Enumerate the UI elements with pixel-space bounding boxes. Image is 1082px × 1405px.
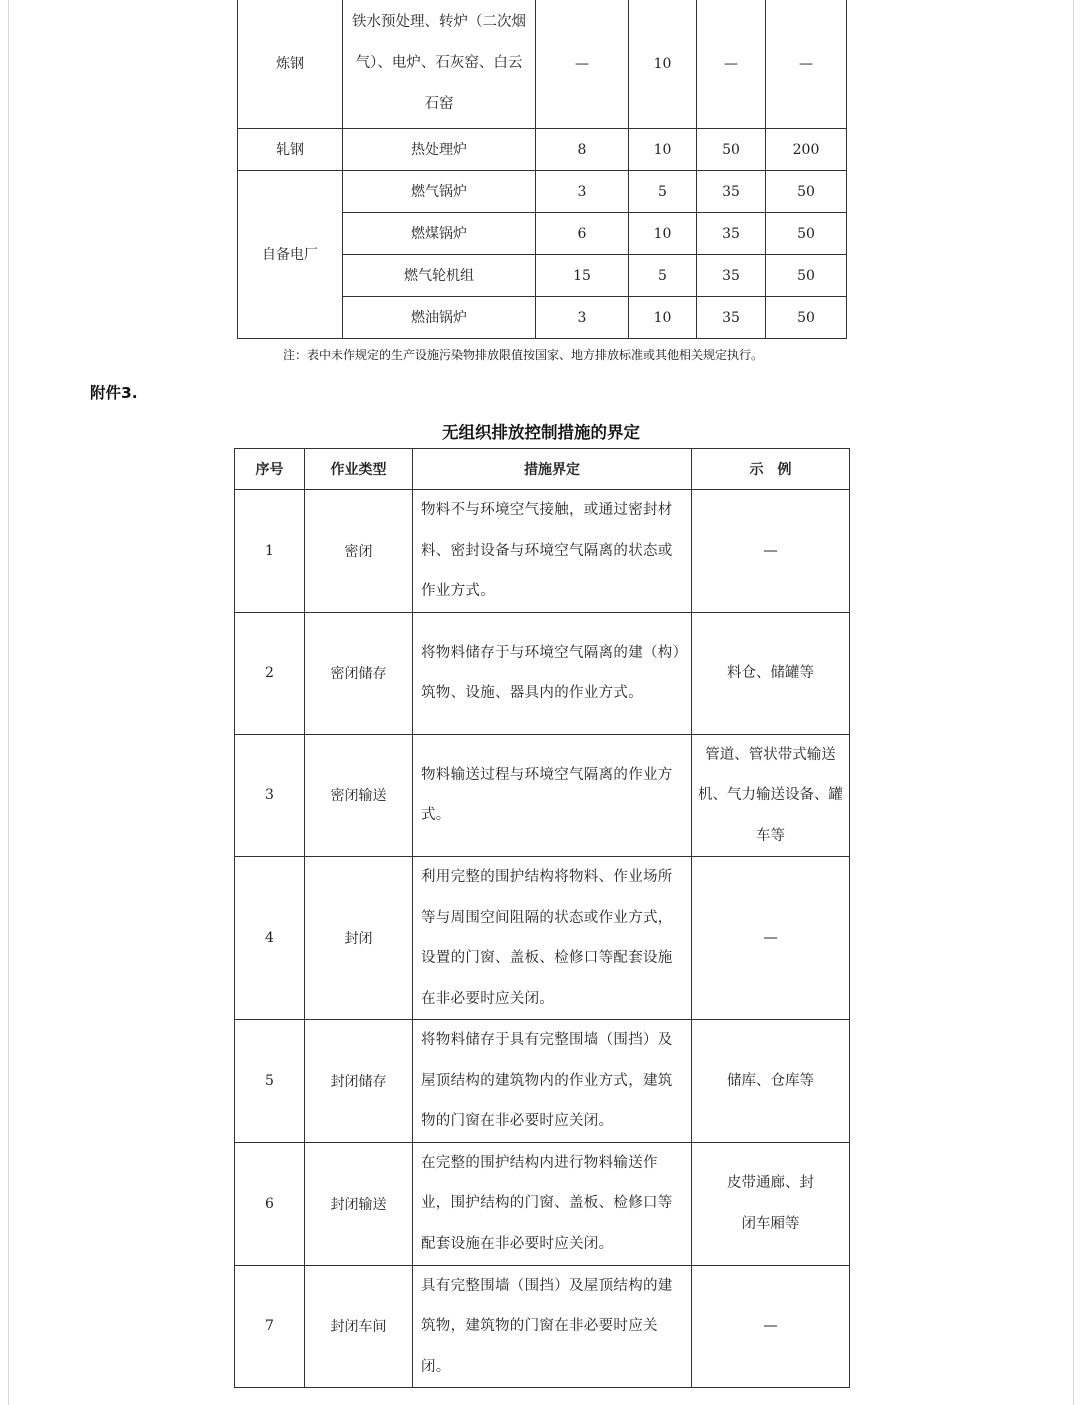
measure-definition: 将物料储存于与环境空气隔离的建（构）筑物、设施、器具内的作业方式。 <box>413 612 692 734</box>
value-cell: 35 <box>697 213 766 255</box>
value-cell: 10 <box>629 0 697 129</box>
group-cell: 自备电厂 <box>238 171 343 339</box>
value-cell: — <box>766 0 847 129</box>
value-cell: 10 <box>629 213 697 255</box>
operation-type: 密闭储存 <box>305 612 413 734</box>
emission-limit-table <box>237 0 847 339</box>
measure-definition: 将物料储存于具有完整围墙（围挡）及屋顶结构的建筑物内的作业方式，建筑物的门窗在非必要时应关闭。 <box>413 1020 692 1143</box>
row-number: 4 <box>235 857 305 1020</box>
column-header: 措施界定 <box>413 449 692 490</box>
measure-definition: 物料不与环境空气接触，或通过密封材料、密封设备与环境空气隔离的状态或作业方式。 <box>413 490 692 613</box>
example-cell: 管道、管状带式输送机、气力输送设备、罐车等 <box>692 734 850 857</box>
value-cell: 50 <box>766 213 847 255</box>
operation-type: 密闭 <box>305 490 413 613</box>
group-cell: 炼钢 <box>238 0 343 129</box>
column-header: 作业类型 <box>305 449 413 490</box>
process-cell: 燃气轮机组 <box>343 255 536 297</box>
value-cell: 3 <box>536 171 629 213</box>
value-cell: 35 <box>697 297 766 339</box>
operation-type: 密闭输送 <box>305 734 413 857</box>
measure-definition: 物料输送过程与环境空气隔离的作业方式。 <box>413 734 692 857</box>
example-cell: — <box>692 857 850 1020</box>
value-cell: 15 <box>536 255 629 297</box>
table-row <box>235 490 850 613</box>
value-cell: 10 <box>629 129 697 171</box>
example-cell: — <box>692 1265 850 1388</box>
table-row <box>238 0 847 129</box>
measure-definition: 利用完整的围护结构将物料、作业场所等与周围空间阻隔的状态或作业方式，设置的门窗、盖板、检修口等配套设施在非必要时应关闭。 <box>413 857 692 1020</box>
row-number: 5 <box>235 1020 305 1143</box>
process-cell: 燃油锅炉 <box>343 297 536 339</box>
operation-type: 封闭 <box>305 857 413 1020</box>
table-row <box>235 1142 850 1265</box>
row-number: 1 <box>235 490 305 613</box>
column-header: 序号 <box>235 449 305 490</box>
value-cell: 50 <box>766 255 847 297</box>
value-cell: 50 <box>697 129 766 171</box>
process-cell: 热处理炉 <box>343 129 536 171</box>
operation-type: 封闭车间 <box>305 1265 413 1388</box>
column-header: 示 例 <box>692 449 850 490</box>
group-cell: 轧钢 <box>238 129 343 171</box>
example-cell: — <box>692 490 850 613</box>
value-cell: 50 <box>766 171 847 213</box>
row-number: 6 <box>235 1142 305 1265</box>
value-cell: 3 <box>536 297 629 339</box>
table-row <box>235 857 850 1020</box>
example-cell: 皮带通廊、封闭车厢等 <box>692 1142 850 1265</box>
value-cell: 200 <box>766 129 847 171</box>
table-row <box>235 612 850 734</box>
table-row <box>238 129 847 171</box>
table-row <box>235 1265 850 1388</box>
attachment-label: 附件3. <box>90 384 138 402</box>
value-cell: 6 <box>536 213 629 255</box>
table-title: 无组织排放控制措施的界定 <box>442 423 640 442</box>
value-cell: 50 <box>766 297 847 339</box>
process-cell: 燃煤锅炉 <box>343 213 536 255</box>
fugitive-emission-measures-table <box>234 448 850 1388</box>
value-cell: 5 <box>629 171 697 213</box>
value-cell: — <box>697 0 766 129</box>
value-cell: 35 <box>697 255 766 297</box>
table-row <box>235 734 850 857</box>
row-number: 3 <box>235 734 305 857</box>
value-cell: 35 <box>697 171 766 213</box>
value-cell: 8 <box>536 129 629 171</box>
example-cell: 储库、仓库等 <box>692 1020 850 1143</box>
page-edge-left <box>8 0 9 1405</box>
value-cell: 5 <box>629 255 697 297</box>
operation-type: 封闭输送 <box>305 1142 413 1265</box>
measure-definition: 在完整的围护结构内进行物料输送作业，围护结构的门窗、盖板、检修口等配套设施在非必要时应关闭。 <box>413 1142 692 1265</box>
table-row <box>238 171 847 213</box>
table-note: 注：表中未作规定的生产设施污染物排放限值按国家、地方排放标准或其他相关规定执行。 <box>283 348 764 362</box>
process-cell: 铁水预处理、转炉（二次烟气）、电炉、石灰窑、白云石窑 <box>343 0 536 129</box>
row-number: 7 <box>235 1265 305 1388</box>
row-number: 2 <box>235 612 305 734</box>
table-row <box>235 1020 850 1143</box>
example-cell: 料仓、储罐等 <box>692 612 850 734</box>
measure-definition: 具有完整围墙（围挡）及屋顶结构的建筑物，建筑物的门窗在非必要时应关闭。 <box>413 1265 692 1388</box>
operation-type: 封闭储存 <box>305 1020 413 1143</box>
page-edge-right <box>1073 0 1074 1405</box>
value-cell: 10 <box>629 297 697 339</box>
process-cell: 燃气锅炉 <box>343 171 536 213</box>
header-row <box>235 449 850 490</box>
value-cell: — <box>536 0 629 129</box>
